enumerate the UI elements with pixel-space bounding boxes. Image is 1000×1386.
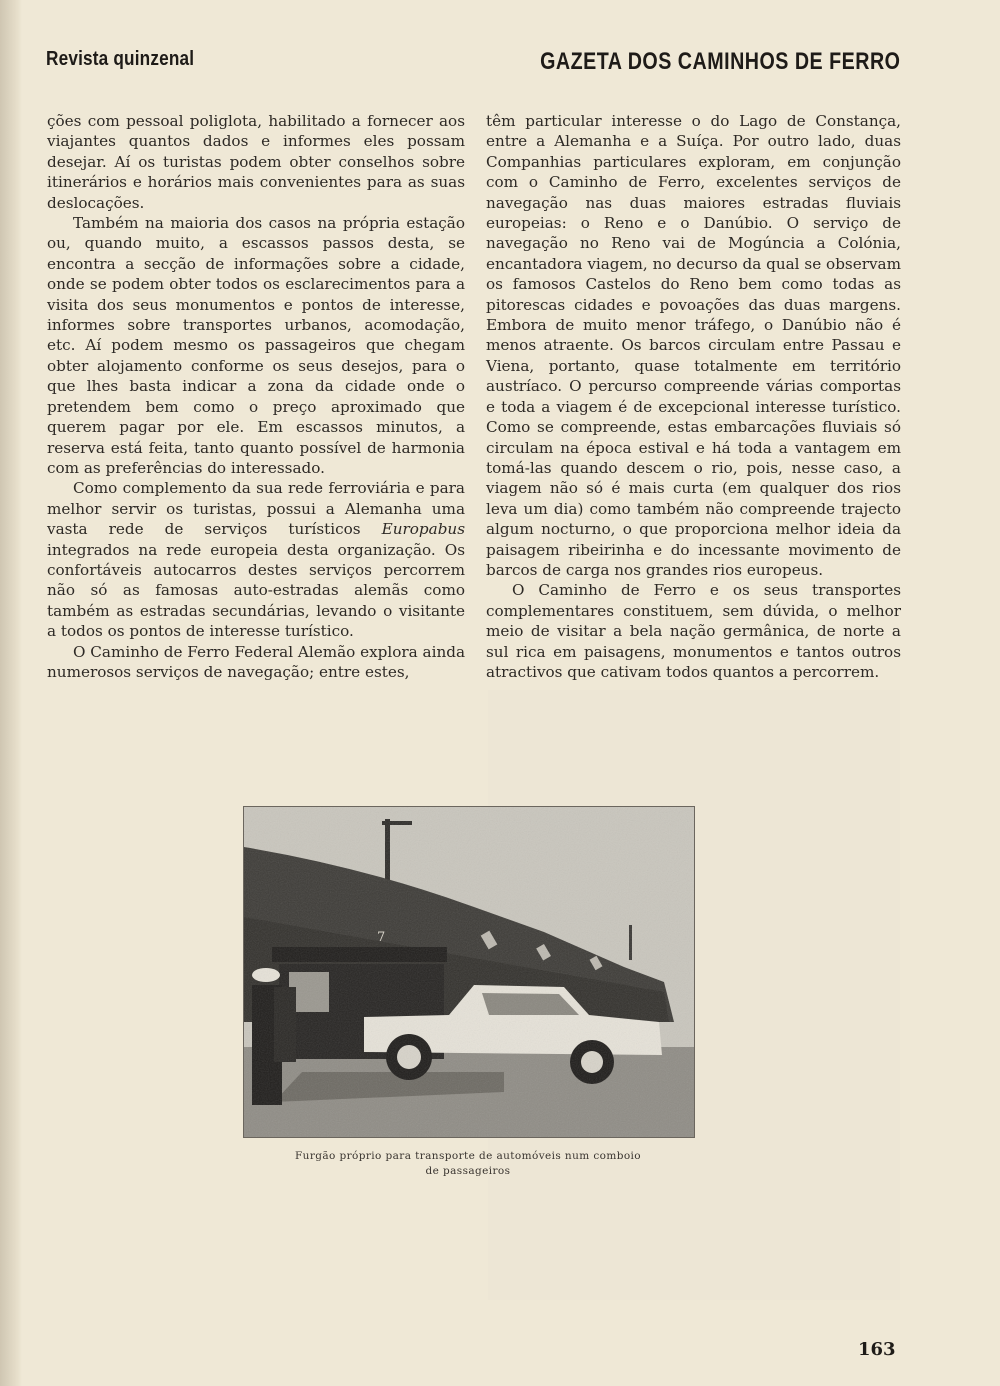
magazine-title: GAZETA DOS CAMINHOS DE FERRO	[539, 48, 900, 75]
page-number: 163	[858, 1339, 896, 1360]
magazine-subtitle: Revista quinzenal	[46, 48, 195, 70]
paragraph-text: Como complemento da sua rede ferroviária e para melhor servir os turistas, possui a Alemanha uma vasta rede de serviços turísticos	[47, 479, 465, 539]
left-column	[47, 111, 465, 682]
caption-line: de passageiros	[425, 1165, 511, 1177]
paragraph	[47, 478, 465, 641]
photo-caption	[243, 1149, 693, 1179]
train-car-transport-photo	[243, 806, 695, 1138]
paragraph: têm particular interesse o do Lago de Constança, entre a Alemanha e a Suíça. Por outro lado, duas Companhias particulares exploram, em conjunção com o Caminho de Ferro, excelentes serviços de navegação nas duas maiores estradas fluviais europeias: o Reno e o Danúbio. O serviço de navegação no Reno vai de Mogúncia a Colónia, encantadora viagem, no decurso da qual se observam os famosos Castelos do Reno bem como todas as pitorescas cidades e povoações das duas margens. Embora de muito menor tráfego, o Danúbio não é menos atraente. Os barcos circulam entre Passau e Viena, portanto, quase totalmente em território austríaco. O percurso compreende várias comportas e toda a viagem é de excepcional interesse turístico. Como se compreende, estas embarcações fluviais só circulam na época estival e há toda a vantagem em tomá-las quando descem o rio, pois, nesse caso, a viagem não só é mais curta (em qualquer dos rios leva um dia) como também não compreende trajecto algum nocturno, o que proporciona melhor ideia da paisagem ribeirinha e do incessante movimento de barcos de carga nos grandes rios europeus.	[486, 112, 901, 579]
photo-grain	[244, 807, 694, 1137]
paragraph: Também na maioria dos casos na própria estação ou, quando muito, a escassos passos desta, se encontra a secção de informações sobre a cidade, onde se podem obter todos os esclarecimentos para a visita dos seus monumentos e pontos de interesse, informes sobre transportes urbanos, acomodação, etc. Aí podem mesmo os passageiros que chegam obter alojamento conforme os seus desejos, para o que lhes basta indicar a zona da cidade onde o pretendem bem como o preço aproximado que querem pagar por ele. Em escassos minutos, a reserva está feita, tanto quanto possível de harmonia com as preferências do interessado.	[47, 214, 465, 477]
page-edge-shadow	[0, 0, 22, 1386]
right-column	[486, 111, 901, 682]
photo-illustration	[244, 807, 694, 1137]
paragraph: O Caminho de Ferro Federal Alemão explora ainda numerosos serviços de navegação; entre estes,	[47, 642, 466, 681]
europabus-italic: Europabus	[381, 520, 465, 539]
paragraph-text: integrados na rede europeia desta organização. Os confortáveis autocarros destes serviços percorrem não só as famosas auto-estradas alemãs como também as estradas secundárias, levando o visitante a todos os pontos de interesse turístico.	[47, 540, 465, 641]
wagon-number: 7	[377, 930, 386, 945]
paragraph: ções com pessoal poliglota, habilitado a fornecer aos viajantes quantos dados e informes eles possam desejar. Aí os turistas podem obter conselhos sobre itinerários e horários mais convenientes para as suas deslocações.	[47, 112, 465, 212]
caption-line: Furgão próprio para transporte de automóveis num comboio	[294, 1150, 642, 1162]
paragraph: O Caminho de Ferro e os seus transportes complementares constituem, sem dúvida, o melhor meio de visitar a bela nação germânica, de norte a sul rica em paisagens, monumentos e tantos outros atractivos que cativam todos quantos a percorrem.	[486, 581, 901, 681]
